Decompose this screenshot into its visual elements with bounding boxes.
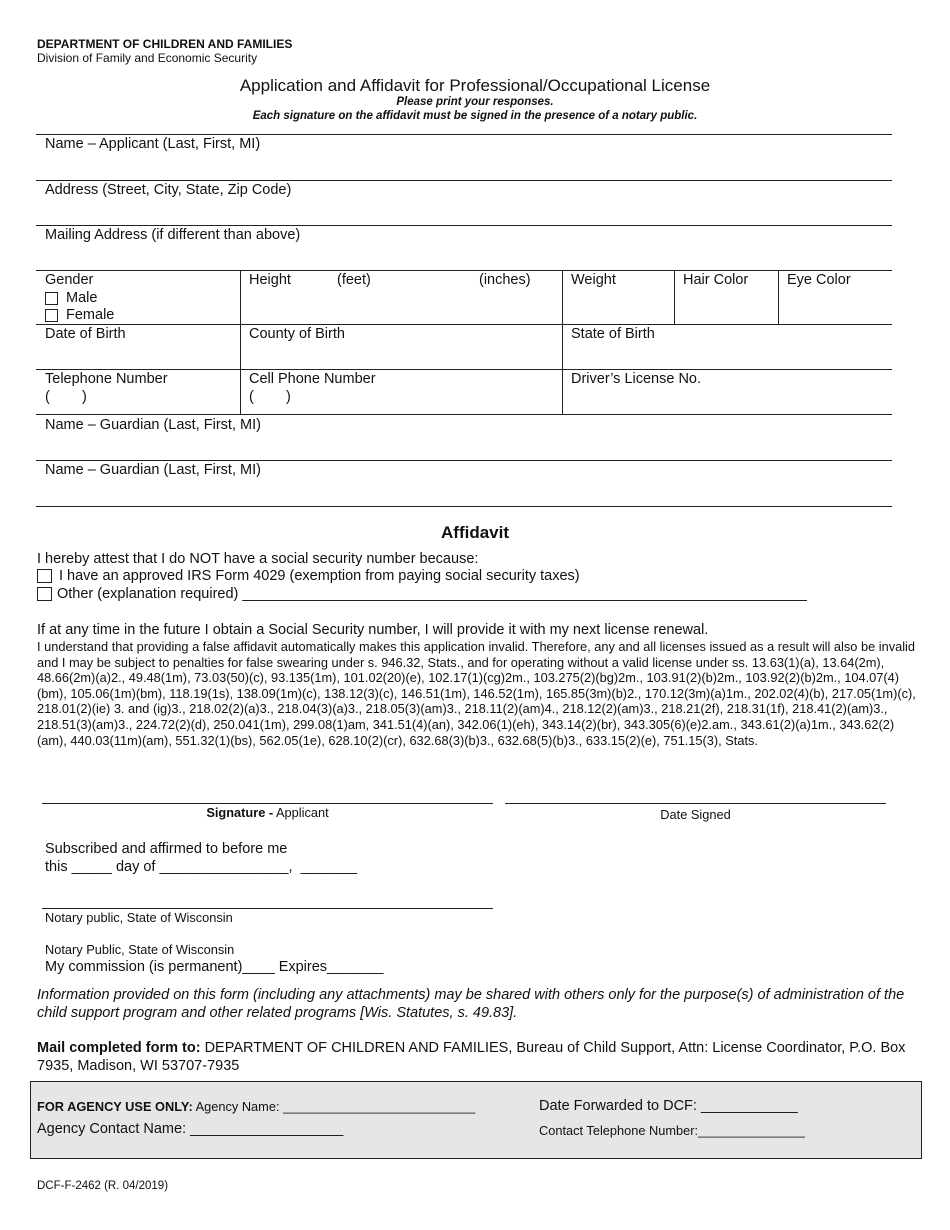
inches-label: (inches) <box>479 272 531 288</box>
affidavit-heading: Affidavit <box>441 523 509 542</box>
divider <box>36 180 892 181</box>
divider <box>36 134 892 135</box>
other-checkbox[interactable] <box>37 587 52 601</box>
agency-name-line[interactable] <box>37 1099 475 1114</box>
agency-contact-name-field[interactable]: Agency Contact Name: ___________________ <box>37 1121 344 1137</box>
column-divider <box>674 270 675 324</box>
female-option[interactable] <box>45 307 114 323</box>
male-checkbox[interactable] <box>45 292 58 305</box>
divider <box>36 369 892 370</box>
female-label: Female <box>66 307 115 323</box>
date-signed-label: Date Signed <box>660 807 731 822</box>
guardian-name-field-2[interactable]: Name – Guardian (Last, First, MI) <box>45 462 261 478</box>
telephone-area-code: ( ) <box>45 389 87 405</box>
signature-bold: Signature - <box>206 805 274 820</box>
female-checkbox[interactable] <box>45 309 58 322</box>
mail-instructions <box>37 1039 917 1075</box>
guardian-name-field-1[interactable]: Name – Guardian (Last, First, MI) <box>45 417 261 433</box>
divider <box>36 324 892 325</box>
other-option[interactable] <box>37 586 807 602</box>
notary-line-caption: Notary public, State of Wisconsin <box>45 910 233 925</box>
agency-use-label: FOR AGENCY USE ONLY: <box>37 1099 193 1114</box>
notary-public-label: Notary Public, State of Wisconsin <box>45 942 235 957</box>
sharing-notice: Information provided on this form (including any attachments) may be shared with others only for the purpose(s) of administration of the child support program and other related programs [Wis. Statutes, s. 49.83]. <box>37 987 905 1021</box>
gender-label: Gender <box>45 272 94 288</box>
irs-4029-checkbox[interactable] <box>37 569 52 583</box>
divider <box>36 460 892 461</box>
male-option[interactable] <box>45 290 97 306</box>
form-number: DCF-F-2462 (R. 04/2019) <box>37 1180 169 1192</box>
eye-color-field[interactable]: Eye Color <box>787 272 851 288</box>
commission-line[interactable]: My commission (is permanent)____ Expires_______ <box>45 959 384 975</box>
state-of-birth-field[interactable]: State of Birth <box>571 326 655 342</box>
date-forwarded-field[interactable]: Date Forwarded to DCF: ____________ <box>539 1098 798 1114</box>
column-divider <box>240 270 241 414</box>
dob-field[interactable]: Date of Birth <box>45 326 126 342</box>
county-of-birth-field[interactable]: County of Birth <box>249 326 345 342</box>
date-signed-line[interactable] <box>505 803 886 804</box>
hair-color-field[interactable]: Hair Color <box>683 272 749 288</box>
mail-address: DEPARTMENT OF CHILDREN AND FAMILIES, Bureau of Child Support, Attn: License Coordinator, P.O. Box 7935, Madison, WI 53707-7935 <box>37 1040 906 1074</box>
form-title: Application and Affidavit for Professional/Occupational License <box>239 76 711 95</box>
agency-use-box <box>30 1081 922 1159</box>
mailing-address-field[interactable]: Mailing Address (if different than above) <box>45 227 301 243</box>
telephone-field[interactable]: Telephone Number <box>45 371 168 387</box>
column-divider <box>778 270 779 324</box>
subscribed-text: Subscribed and affirmed to before me <box>45 841 288 857</box>
attest-statement: I hereby attest that I do NOT have a social security number because: <box>37 551 479 567</box>
drivers-license-field[interactable]: Driver’s License No. <box>571 371 702 387</box>
cell-area-code: ( ) <box>249 389 291 405</box>
column-divider <box>562 270 563 414</box>
feet-label: (feet) <box>337 272 371 288</box>
penalty-statement: I understand that providing a false affidavit automatically makes this application invalid. Therefore, any and all licenses issued as a result will also be invalid and I may be subject to penalties for false swearing under s. 946.32, Stats., and for operating without a valid license under ss. 13.63(1)(a), 13.64(2m), 48.66(2m)(a)2., 49.48(1m), 73.03(50)(c), 93.135(1m), 101.02(20)(e), 102.17(1)(cg)2m., 103.275(2)(bg)2m., 103.91(2)(b)2m., 103.92(2)(b)2m., 104.07(4)(bm), 105.06(1m)(bm), 118.19(1s), 138.09(1m)(c), 138.12(3)(c), 146.51(1m), 146.52(1m), 165.85(3m)(b)2., 170.12(3m)(a)1m., 202.02(4)(b), 217.05(1m)(c), 218.01(2)(ie) 3. and (ig)3., 218.02(2)(a)3., 218.04(3)(a)3., 218.05(3)(am)3., 218.11(2)(am)4., 218.12(2)(am)3., 218.21(2f), 218.31(1f), 218.41(2)(am)3., 218.51(3)(am)3., 224.72(2)(d), 250.041(1m), 299.08(1)am, 341.51(4)(an), 342.06(1)(eh), 343.14(2)(br), 343.305(6)(e)2.am., 343.61(2)(a)1m., 343.62(2)(am), 440.03(11m)(am), 551.32(1)(bs), 562.05(1e), 628.10(2)(cr), 632.68(3)(b)3., 632.68(5)(b)3., 633.15(2)(e), 751.15(3), Stats. <box>37 639 916 748</box>
mail-label: Mail completed form to: <box>37 1040 201 1056</box>
signature-line[interactable] <box>42 803 493 804</box>
other-label: Other (explanation required) ______________________________________________________________________ <box>57 586 807 602</box>
cell-phone-field[interactable]: Cell Phone Number <box>249 371 376 387</box>
address-field[interactable]: Address (Street, City, State, Zip Code) <box>45 182 292 198</box>
division-name: Division of Family and Economic Security <box>37 51 258 65</box>
weight-field[interactable]: Weight <box>571 272 616 288</box>
irs-4029-option[interactable] <box>37 568 580 584</box>
department-name: DEPARTMENT OF CHILDREN AND FAMILIES <box>37 37 293 51</box>
signature-applicant: Applicant <box>276 805 329 820</box>
irs-4029-label: I have an approved IRS Form 4029 (exemption from paying social security taxes) <box>59 568 580 584</box>
contact-telephone-field[interactable]: Contact Telephone Number:_______________ <box>539 1123 805 1138</box>
divider <box>36 225 892 226</box>
instruction-notary: Each signature on the affidavit must be signed in the presence of a notary public. <box>252 110 698 122</box>
male-label: Male <box>66 290 98 306</box>
height-field[interactable]: Height <box>249 272 291 288</box>
instruction-print: Please print your responses. <box>396 96 554 108</box>
divider <box>36 414 892 415</box>
applicant-name-field[interactable]: Name – Applicant (Last, First, MI) <box>45 136 261 152</box>
divider <box>36 506 892 507</box>
signature-caption <box>42 805 493 820</box>
divider <box>36 270 892 271</box>
notary-signature-line[interactable] <box>42 908 493 909</box>
future-ssn-statement: If at any time in the future I obtain a Social Security number, I will provide it with my next license renewal. <box>37 622 709 638</box>
day-of-line[interactable]: this _____ day of ________________, _______ <box>45 859 358 875</box>
agency-name-field[interactable]: Agency Name: ___________________________ <box>195 1099 476 1114</box>
